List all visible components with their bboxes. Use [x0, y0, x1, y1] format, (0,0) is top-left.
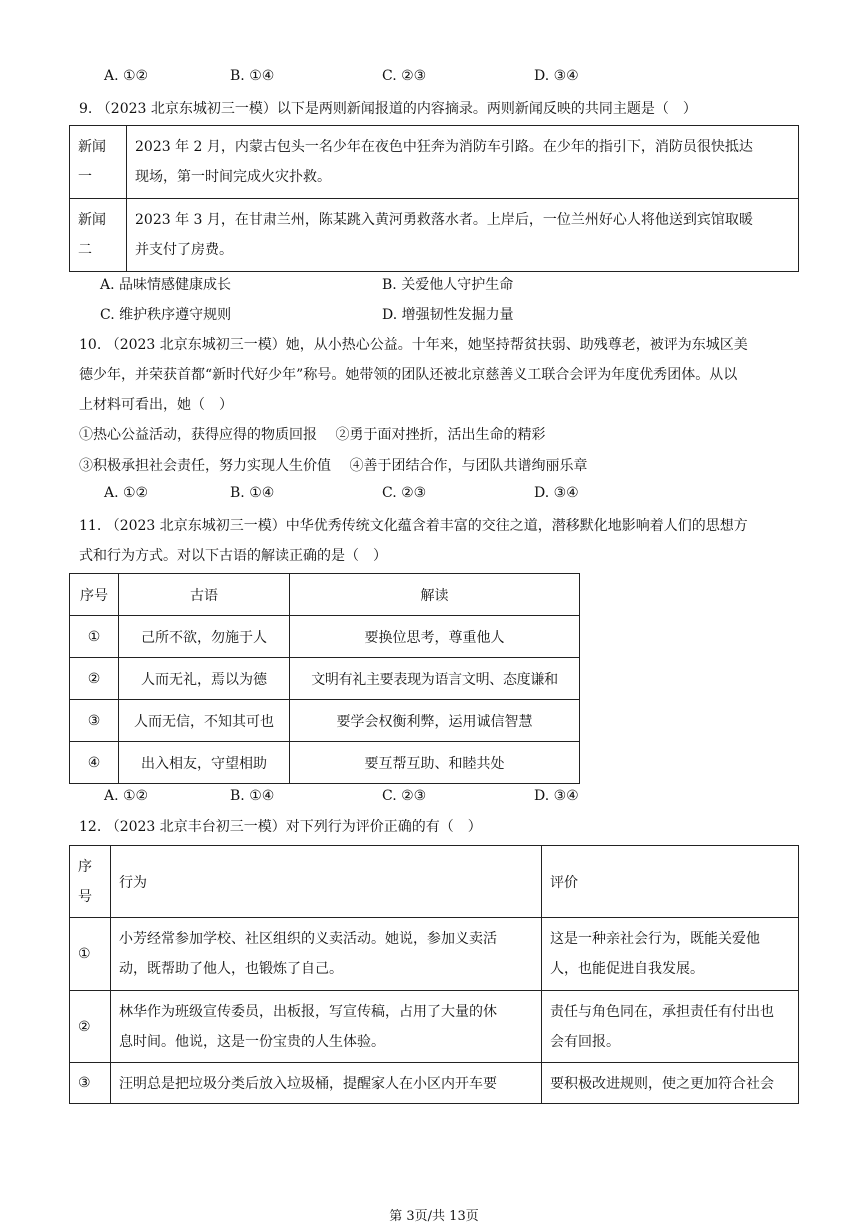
row-number: ②: [70, 991, 111, 1063]
table-row: [70, 742, 580, 784]
q12-behavior-table: [69, 845, 799, 1104]
behavior-cell: [111, 918, 542, 991]
news-content: [127, 199, 799, 272]
q8-option-c: C. ②③: [382, 68, 427, 84]
q10-line: ③积极承担社会责任，努力实现人生价值 ④善于团结合作，与团队共谱绚丽乐章: [79, 458, 588, 474]
q9-option-a: A. 品味情感健康成长: [100, 277, 232, 293]
column-header: 解读: [290, 574, 580, 616]
behavior-cell: [111, 991, 542, 1063]
news-label: [70, 199, 127, 272]
column-header: 古语: [119, 574, 290, 616]
news-text-line: 2023 年 2 月，内蒙古包头一名少年在夜色中狂奔为消防车引路。在少年的指引下，消防员很快抵达: [135, 139, 753, 155]
q10-line: ①热心公益活动，获得应得的物质回报 ②勇于面对挫折，活出生命的精彩: [79, 427, 546, 443]
behavior-line: 林华作为班级宣传委员，出板报，写宣传稿，占用了大量的休: [119, 1003, 497, 1020]
row-number: ③: [70, 1063, 111, 1104]
news-label-line: 新闻: [78, 139, 106, 155]
q10-option-b: B. ①④: [230, 485, 275, 501]
row-number: ①: [70, 616, 119, 658]
q11-option-a: A. ①②: [104, 788, 149, 804]
evaluation-line: 会有回报。: [550, 1033, 620, 1050]
q10-option-a: A. ①②: [104, 485, 149, 501]
table-row: [70, 616, 580, 658]
saying-cell: 己所不欲，勿施于人: [119, 616, 290, 658]
q10-line: 10. （2023 北京东城初三一模）她，从小热心公益。十年来，她坚持帮贫扶弱、助残尊老，被评为东城区美: [79, 337, 748, 353]
q10-option-c: C. ②③: [382, 485, 427, 501]
column-header: 评价: [542, 846, 799, 918]
q11-line: 式和行为方式。对以下古语的解读正确的是（ ）: [79, 548, 387, 564]
behavior-line: 动，既帮助了他人，也锻炼了自己。: [119, 961, 343, 977]
behavior-cell: 汪明总是把垃圾分类后放入垃圾桶，提醒家人在小区内开车要: [111, 1063, 542, 1104]
column-header: 行为: [111, 846, 542, 918]
table-header-row: [70, 574, 580, 616]
q10-line: 上材料可看出，她（ ）: [79, 397, 233, 413]
news-text-line: 并支付了房费。: [135, 242, 233, 258]
behavior-line: 息时间。他说，这是一份宝贵的人生体验。: [119, 1033, 385, 1050]
evaluation-line: 人，也能促进自我发展。: [550, 961, 704, 977]
q11-sayings-table: [69, 573, 580, 784]
evaluation-cell: [542, 918, 799, 991]
table-row: [70, 658, 580, 700]
news-label-line: 二: [78, 242, 92, 258]
q10-line: 德少年，并荣获首都“新时代好少年”称号。她带领的团队还被北京慈善义工联合会评为年度优秀团体。从以: [79, 367, 738, 383]
q11-line: 11. （2023 北京东城初三一模）中华优秀传统文化蕴含着丰富的交往之道，潜移默化地影响着人们的思想方: [79, 518, 748, 534]
row-number: ③: [70, 700, 119, 742]
row-number: ②: [70, 658, 119, 700]
table-row: [70, 126, 799, 199]
news-content: [127, 126, 799, 199]
page-footer: 第 3页/共 13页: [389, 1209, 479, 1224]
table-row: [70, 700, 580, 742]
interpretation-cell: 要互帮互助、和睦共处: [290, 742, 580, 784]
q11-option-d: D. ③④: [534, 788, 579, 804]
saying-cell: 人而无信，不知其可也: [119, 700, 290, 742]
interpretation-cell: 文明有礼主要表现为语言文明、态度谦和: [290, 658, 580, 700]
news-text-line: 2023 年 3 月，在甘肃兰州，陈某跳入黄河勇救落水者。上岸后，一位兰州好心人将他送到宾馆取暖: [135, 212, 753, 228]
table-row: [70, 199, 799, 272]
q8-option-d: D. ③④: [534, 68, 579, 84]
saying-cell: 人而无礼，焉以为德: [119, 658, 290, 700]
q8-option-b: B. ①④: [230, 68, 275, 84]
evaluation-line: 这是一种亲社会行为，既能关爱他: [550, 931, 760, 947]
q9-stem: 9. （2023 北京东城初三一模）以下是两则新闻报道的内容摘录。两则新闻反映的共同主题是（ ）: [79, 101, 697, 117]
q10-option-d: D. ③④: [534, 485, 579, 501]
header-line: 序: [78, 858, 92, 875]
interpretation-cell: 要学会权衡利弊，运用诚信智慧: [290, 700, 580, 742]
q9-option-c: C. 维护秩序遵守规则: [100, 307, 232, 323]
table-header-row: [70, 846, 799, 918]
q9-option-d: D. 增强韧性发掘力量: [382, 307, 514, 323]
column-header: [70, 846, 111, 918]
row-number: ④: [70, 742, 119, 784]
saying-cell: 出入相友，守望相助: [119, 742, 290, 784]
evaluation-line: 责任与角色同在，承担责任有付出也: [550, 1003, 774, 1020]
evaluation-cell: 要积极改进规则，使之更加符合社会: [542, 1063, 799, 1104]
news-label-line: 一: [78, 169, 92, 185]
q11-option-b: B. ①④: [230, 788, 275, 804]
table-row: [70, 991, 799, 1063]
row-number: ①: [70, 918, 111, 991]
table-row: [70, 1063, 799, 1104]
q9-option-b: B. 关爱他人守护生命: [382, 277, 514, 293]
q8-option-a: A. ①②: [104, 68, 149, 84]
q11-option-c: C. ②③: [382, 788, 427, 804]
table-row: [70, 918, 799, 991]
news-text-line: 现场，第一时间完成火灾扑救。: [135, 169, 331, 185]
news-label-line: 新闻: [78, 212, 106, 228]
interpretation-cell: 要换位思考，尊重他人: [290, 616, 580, 658]
evaluation-cell: [542, 991, 799, 1063]
header-line: 号: [78, 888, 92, 905]
q9-news-table: [69, 125, 799, 272]
column-header: 序号: [70, 574, 119, 616]
q12-stem: 12. （2023 北京丰台初三一模）对下列行为评价正确的有（ ）: [79, 819, 482, 835]
news-label: [70, 126, 127, 199]
behavior-line: 小芳经常参加学校、社区组织的义卖活动。她说，参加义卖活: [119, 931, 497, 947]
